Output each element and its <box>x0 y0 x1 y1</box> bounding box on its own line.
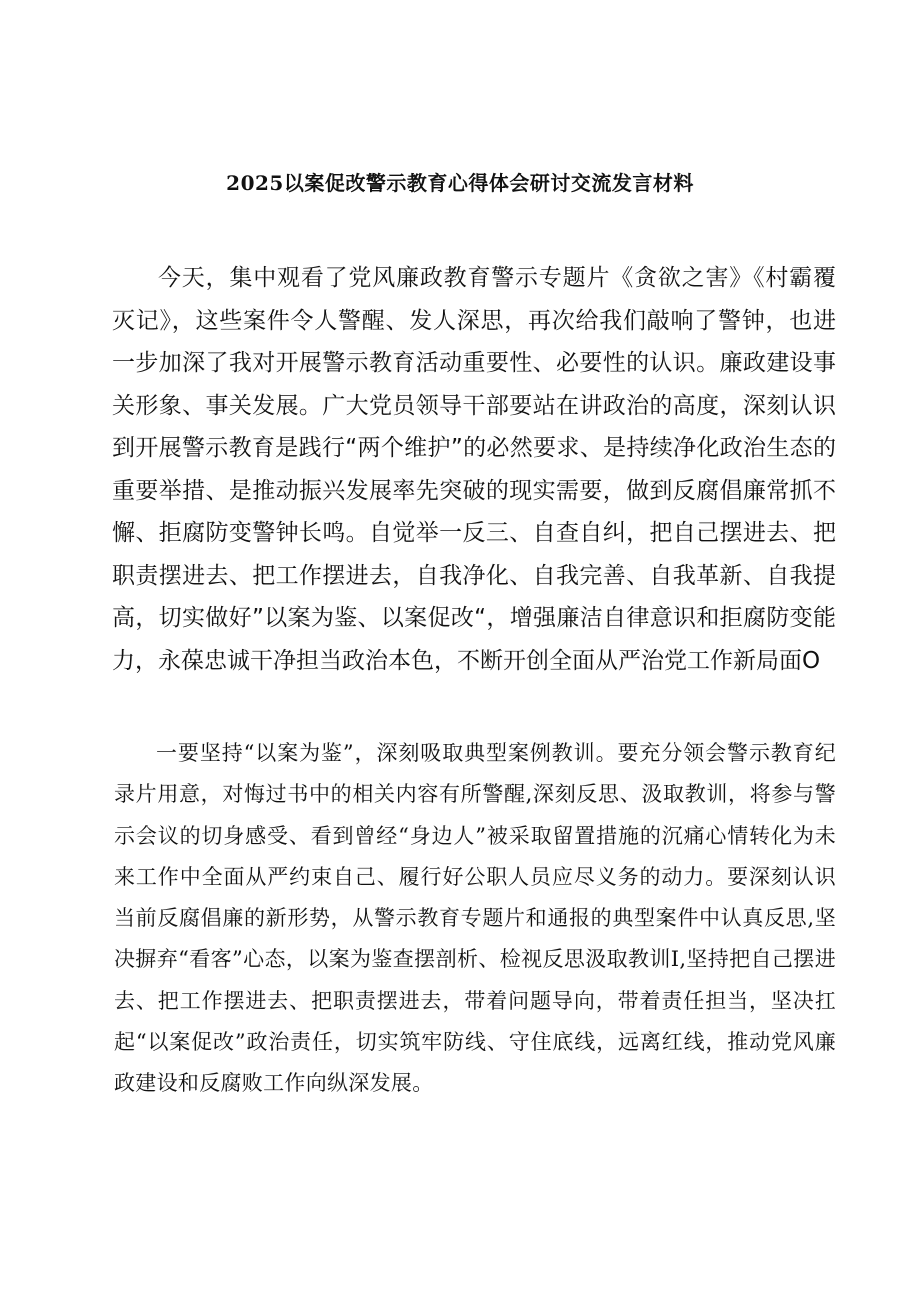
document-title: 2025以案促改警示教育心得体会研讨交流发言材料 <box>226 171 694 195</box>
paragraph-point-one: 一要坚持“以案为鉴”，深刻吸取典型案例教训。要充分领会警示教育纪录片用意，对悔过书中的相关内容有所警醒,深刻反思、汲取教训，将参与警示会议的切身感受、看到曾经“身边人”被采取留置措施的沉痛心情转化为未来工作中全面从严约束自己、履行好公职人员应尽义务的动力。要深刻认识当前反腐倡廉的新形势，从警示教育专题片和通报的典型案件中认真反思,坚决摒弃“看客”心态，以案为鉴查摆剖析、检视反思汲取教训I,坚持把自己摆进去、把工作摆进去、把职责摆进去，带着问题导向，带着责任担当，坚决扛起“以案促改”政治责任，切实筑牢防线、守住底线，远离红线，推动党风廉政建设和反腐败工作向纵深发展。 <box>114 741 836 1096</box>
paragraph-intro: 今天，集中观看了党风廉政教育警示专题片《贪欲之害》《村霸覆灭记》，这些案件令人警醒、发人深思，再次给我们敲响了警钟，也进一步加深了我对开展警示教育活动重要性、必要性的认识。廉政建设事关形象、事关发展。广大党员领导干部要站在讲政治的高度，深刻认识到开展警示教育是践行“两个维护”的必然要求、是持续净化政治生态的重要举措、是推动振兴发展率先突破的现实需要，做到反腐倡廉常抓不懈、拒腐防变警钟长鸣。自觉举一反三、自查自纠，把自己摆进去、把职责摆进去、把工作摆进去，自我净化、自我完善、自我革新、自我提高，切实做好”以案为鉴、以案促改“，增强廉洁自律意识和拒腐防变能力，永葆忠诚干净担当政治本色，不断开创全面从严治党工作新局面O <box>112 265 836 674</box>
